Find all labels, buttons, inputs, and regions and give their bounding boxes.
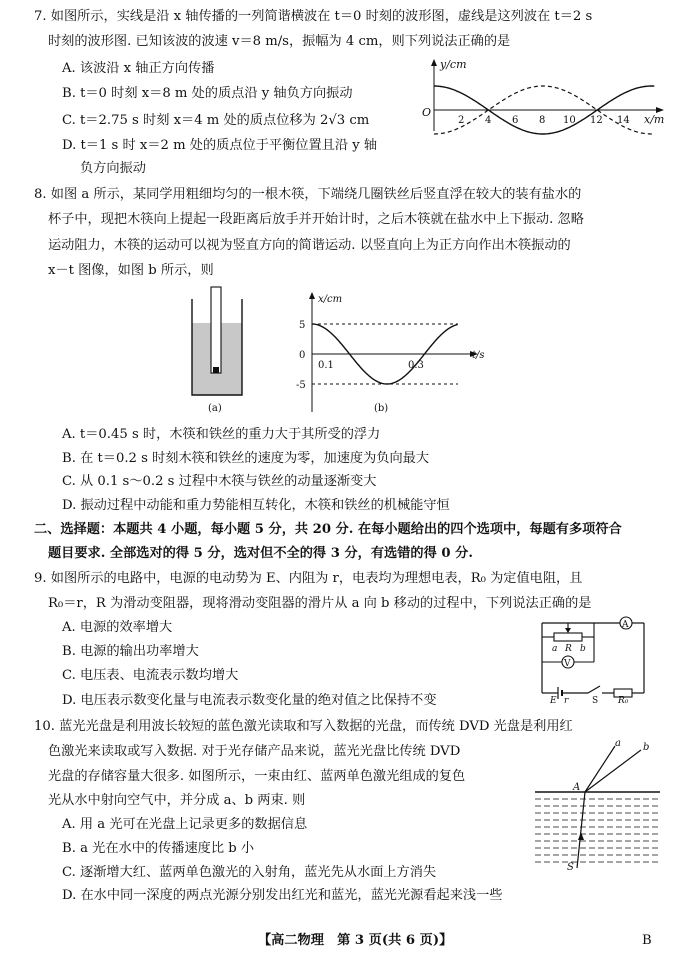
q10-option-d: D. 在水中同一深度的两点光源分别发出红光和蓝光，蓝光光源看起来浅一些 [62,888,503,903]
q10-option-c: C. 逐渐增大红、蓝两单色激光的入射角，蓝光先从水面上方消失 [62,865,437,880]
q8-fig-a-caption: (a) [208,403,222,413]
q9-label-b: b [580,644,586,654]
q10-stem-line4: 光从水中射向空气中，并分成 a、b 两束. 则 [48,793,306,808]
q7-x-tick: 8 [539,115,546,126]
q8-y-tick: -5 [296,380,306,391]
q9-label-R0: R₀ [618,696,629,703]
q7-option-a: A. 该波沿 x 轴正方向传播 [62,61,215,76]
q7-x-axis-label: x/m [644,113,665,126]
q10-stem-line3: 光盘的存储容量大很多. 如图所示，一束由红、蓝两单色激光组成的复色 [48,769,466,784]
q9-voltmeter-label: V [564,659,571,669]
q10-option-b: B. a 光在水中的传播速度比 b 小 [62,841,255,856]
section2-heading-line1: 二、选择题：本题共 4 小题，每小题 5 分，共 20 分. 在每小题给出的四个选项中，每题有多项符合 [34,522,622,537]
q10-label-A: A [573,782,581,793]
paper-version-letter: B [642,933,652,948]
page-footer: 【高二物理 第 3 页(共 6 页)】 [258,933,453,948]
q8-option-a: A. t＝0.45 s 时，木筷和铁丝的重力大于其所受的浮力 [62,427,381,442]
q7-stem-line2: 时刻的波形图. 已知该波的波速 v＝8 m/s，振幅为 4 cm，则下列说法正确的是 [48,34,511,49]
section2-heading-line2: 题目要求. 全部选对的得 5 分，选对但不全的得 3 分，有选错的得 0 分. [48,546,473,561]
q7-x-tick: 6 [512,115,519,126]
q9-label-a: a [552,644,558,654]
q9-label-r: r [564,696,569,703]
q9-option-a: A. 电源的效率增大 [62,620,173,635]
q8-option-d: D. 振动过程中动能和重力势能相互转化，木筷和铁丝的机械能守恒 [62,498,450,513]
q9-label-R: R [565,644,572,654]
q7-stem-line1: 7. 如图所示，实线是沿 x 轴传播的一列简谐横波在 t＝0 时刻的波形图，虚线是这列波在 t＝2 s [34,9,593,24]
q8-stem-line3: 运动阻力，木筷的运动可以视为竖直方向的简谐运动. 以竖直向上为正方向作出木筷振动的 [48,238,571,253]
q9-label-S: S [592,696,599,703]
q7-wave-graph [418,56,670,136]
q8-x-axis-label: t/s [472,350,485,361]
q7-x-tick: 4 [485,115,492,126]
q8-x-tick: 0.3 [408,360,424,371]
q7-x-tick: 12 [590,115,603,126]
q10-stem-line2: 色激光来读取或写入数据. 对于光存储产品来说，蓝光光盘比传统 DVD [48,744,461,759]
q8-x-tick: 0.1 [318,360,334,371]
q9-circuit-diagram [532,615,662,703]
q9-option-d: D. 电压表示数变化量与电流表示数变化量的绝对值之比保持不变 [62,693,437,708]
q8-stem-line4: x－t 图像，如图 b 所示，则 [48,263,214,278]
q9-label-E: E [550,696,557,703]
q10-option-a: A. 用 a 光可在光盘上记录更多的数据信息 [62,817,308,832]
q7-x-tick: 14 [617,115,630,126]
q10-stem-line1: 10. 蓝光光盘是利用波长较短的蓝色激光读取和写入数据的光盘，而传统 DVD 光盘是利用红 [34,719,573,734]
q7-option-d-line2: 负方向振动 [80,161,146,176]
q7-x-tick: 10 [563,115,576,126]
q8-y-tick: 5 [299,320,306,331]
q7-option-c: C. t＝2.75 s 时刻 x＝4 m 处的质点位移为 2√3 cm [62,113,370,128]
q8-fig-a-cup [188,283,248,413]
q8-xt-graph [272,286,492,416]
q9-option-c: C. 电压表、电流表示数均增大 [62,668,239,683]
q10-label-S: S [567,862,574,873]
q9-ammeter-label: A [622,620,629,630]
q10-label-b: b [643,742,650,753]
q8-y-tick: 0 [299,350,306,361]
q9-stem-line1: 9. 如图所示的电路中，电源的电动势为 E、内阻为 r，电表均为理想电表，R₀ 为定值电阻，且 [34,571,583,586]
q7-option-d-line1: D. t＝1 s 时 x＝2 m 处的质点位于平衡位置且沿 y 轴 [62,138,378,153]
q8-y-axis-label: x/cm [318,294,343,305]
q7-x-tick: 2 [458,115,465,126]
q10-label-a: a [615,738,621,749]
q9-option-b: B. 电源的输出功率增大 [62,644,199,659]
q8-stem-line1: 8. 如图 a 所示，某同学用粗细均匀的一根木筷，下端绕几圈铁丝后竖直浮在较大的装有盐水的 [34,187,582,202]
q8-option-b: B. 在 t＝0.2 s 时刻木筷和铁丝的速度为零，加速度为负向最大 [62,451,430,466]
q7-option-b: B. t＝0 时刻 x＝8 m 处的质点沿 y 轴负方向振动 [62,86,353,101]
q8-fig-b-caption: (b) [374,403,389,414]
q9-stem-line2: R₀＝r，R 为滑动变阻器，现将滑动变阻器的滑片从 a 向 b 移动的过程中，下列说法正确的是 [48,596,592,611]
q7-origin-label: O [422,106,432,119]
q7-y-axis-label: y/cm [440,58,467,71]
q8-option-c: C. 从 0.1 s～0.2 s 过程中木筷与铁丝的动量逐渐变大 [62,474,377,489]
q10-refraction-diagram [535,736,665,874]
q8-stem-line2: 杯子中，现把木筷向上提起一段距离后放手并开始计时，之后木筷就在盐水中上下振动. 忽略 [48,212,584,227]
